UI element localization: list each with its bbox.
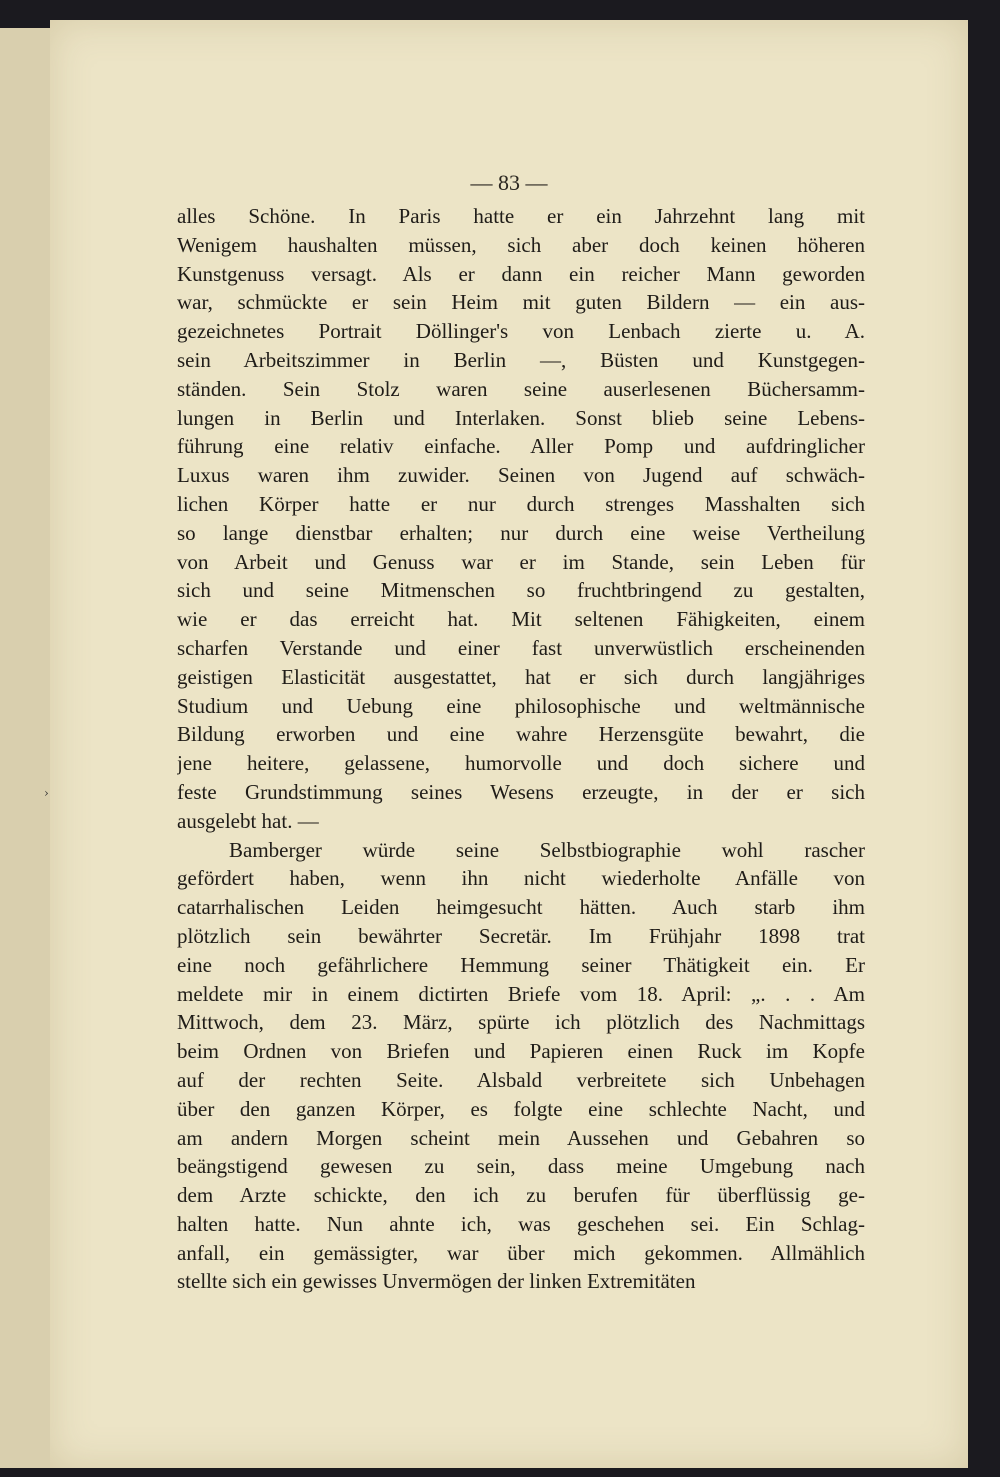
text-line: beim Ordnen von Briefen und Papieren einen Ruck im Kopfe	[177, 1039, 865, 1064]
text-line: catarrhalischen Leiden heimgesucht hätten. Auch starb ihm	[177, 895, 865, 920]
text-line: beängstigend gewesen zu sein, dass meine Umgebung nach	[177, 1154, 865, 1179]
text-line: lichen Körper hatte er nur durch strenges Masshalten sich	[177, 491, 865, 516]
text-line: Bamberger würde seine Selbstbiographie wohl rascher	[229, 837, 865, 862]
text-line: auf der rechten Seite. Alsbald verbreitete sich Unbehagen	[177, 1067, 865, 1092]
text-line: dem Arzte schickte, den ich zu berufen für überflüssig ge-	[177, 1183, 865, 1208]
text-line: eine noch gefährlichere Hemmung seiner Thätigkeit ein. Er	[177, 952, 865, 977]
text-line: von Arbeit und Genuss war er im Stande, sein Leben für	[177, 549, 865, 574]
text-line: lungen in Berlin und Interlaken. Sonst blieb seine Lebens-	[177, 405, 865, 430]
text-line: am andern Morgen scheint mein Aussehen und Gebahren so	[177, 1125, 865, 1150]
text-line: Wenigem haushalten müssen, sich aber doch keinen höheren	[177, 232, 865, 257]
text-line: Bildung erworben und eine wahre Herzensgüte bewahrt, die	[177, 722, 865, 747]
page-number: — 83 —	[470, 170, 548, 195]
text-line: Mittwoch, dem 23. März, spürte ich plötzlich des Nachmittags	[177, 1010, 865, 1035]
text-line: ständen. Sein Stolz waren seine auserlesenen Büchersamm-	[177, 376, 865, 401]
text-line: geistigen Elasticität ausgestattet, hat er sich durch langjähriges	[177, 664, 865, 689]
text-line: Luxus waren ihm zuwider. Seinen von Jugend auf schwäch-	[177, 463, 865, 488]
paragraph	[177, 202, 865, 836]
text-line: führung eine relativ einfache. Aller Pomp und aufdringlicher	[177, 434, 865, 459]
text-line: wie er das erreicht hat. Mit seltenen Fähigkeiten, einem	[177, 607, 865, 632]
text-line: anfall, ein gemässigter, war über mich gekommen. Allmählich	[177, 1240, 865, 1265]
text-line: gefördert haben, wenn ihn nicht wiederholte Anfälle von	[177, 866, 865, 891]
text-line: über den ganzen Körper, es folgte eine schlechte Nacht, und	[177, 1096, 865, 1121]
text-line: sein Arbeitszimmer in Berlin —, Büsten und Kunstgegen-	[177, 347, 865, 372]
text-line: alles Schöne. In Paris hatte er ein Jahrzehnt lang mit	[177, 204, 865, 228]
text-line: sich und seine Mitmenschen so fruchtbringend zu gestalten,	[177, 578, 865, 603]
text-line: Kunstgenuss versagt. Als er dann ein reicher Mann geworden	[177, 261, 865, 286]
text-line: scharfen Verstande und einer fast unverwüstlich erscheinenden	[177, 635, 865, 660]
text-line: Studium und Uebung eine philosophische und weltmännische	[177, 693, 865, 718]
margin-mark: ›	[44, 786, 49, 800]
text-line: halten hatte. Nun ahnte ich, was geschehen sei. Ein Schlag-	[177, 1211, 865, 1236]
book-page	[50, 20, 968, 1468]
text-line: feste Grundstimmung seines Wesens erzeugte, in der er sich	[177, 779, 865, 804]
paragraph	[177, 836, 865, 1297]
text-line: plötzlich sein bewährter Secretär. Im Frühjahr 1898 trat	[177, 923, 865, 948]
text-line: so lange dienstbar erhalten; nur durch eine weise Vertheilung	[177, 520, 865, 545]
text-line: gezeichnetes Portrait Döllinger's von Lenbach zierte u. A.	[177, 319, 865, 344]
text-line: ausgelebt hat. —	[177, 808, 319, 833]
body-text	[177, 202, 865, 1296]
text-line: meldete mir in einem dictirten Briefe vom 18. April: „. . . Am	[177, 981, 865, 1006]
text-line: jene heitere, gelassene, humorvolle und doch sichere und	[177, 751, 865, 776]
text-line: war, schmückte er sein Heim mit guten Bildern — ein aus-	[177, 290, 865, 315]
text-line: stellte sich ein gewisses Unvermögen der linken Extremitäten	[177, 1269, 696, 1294]
